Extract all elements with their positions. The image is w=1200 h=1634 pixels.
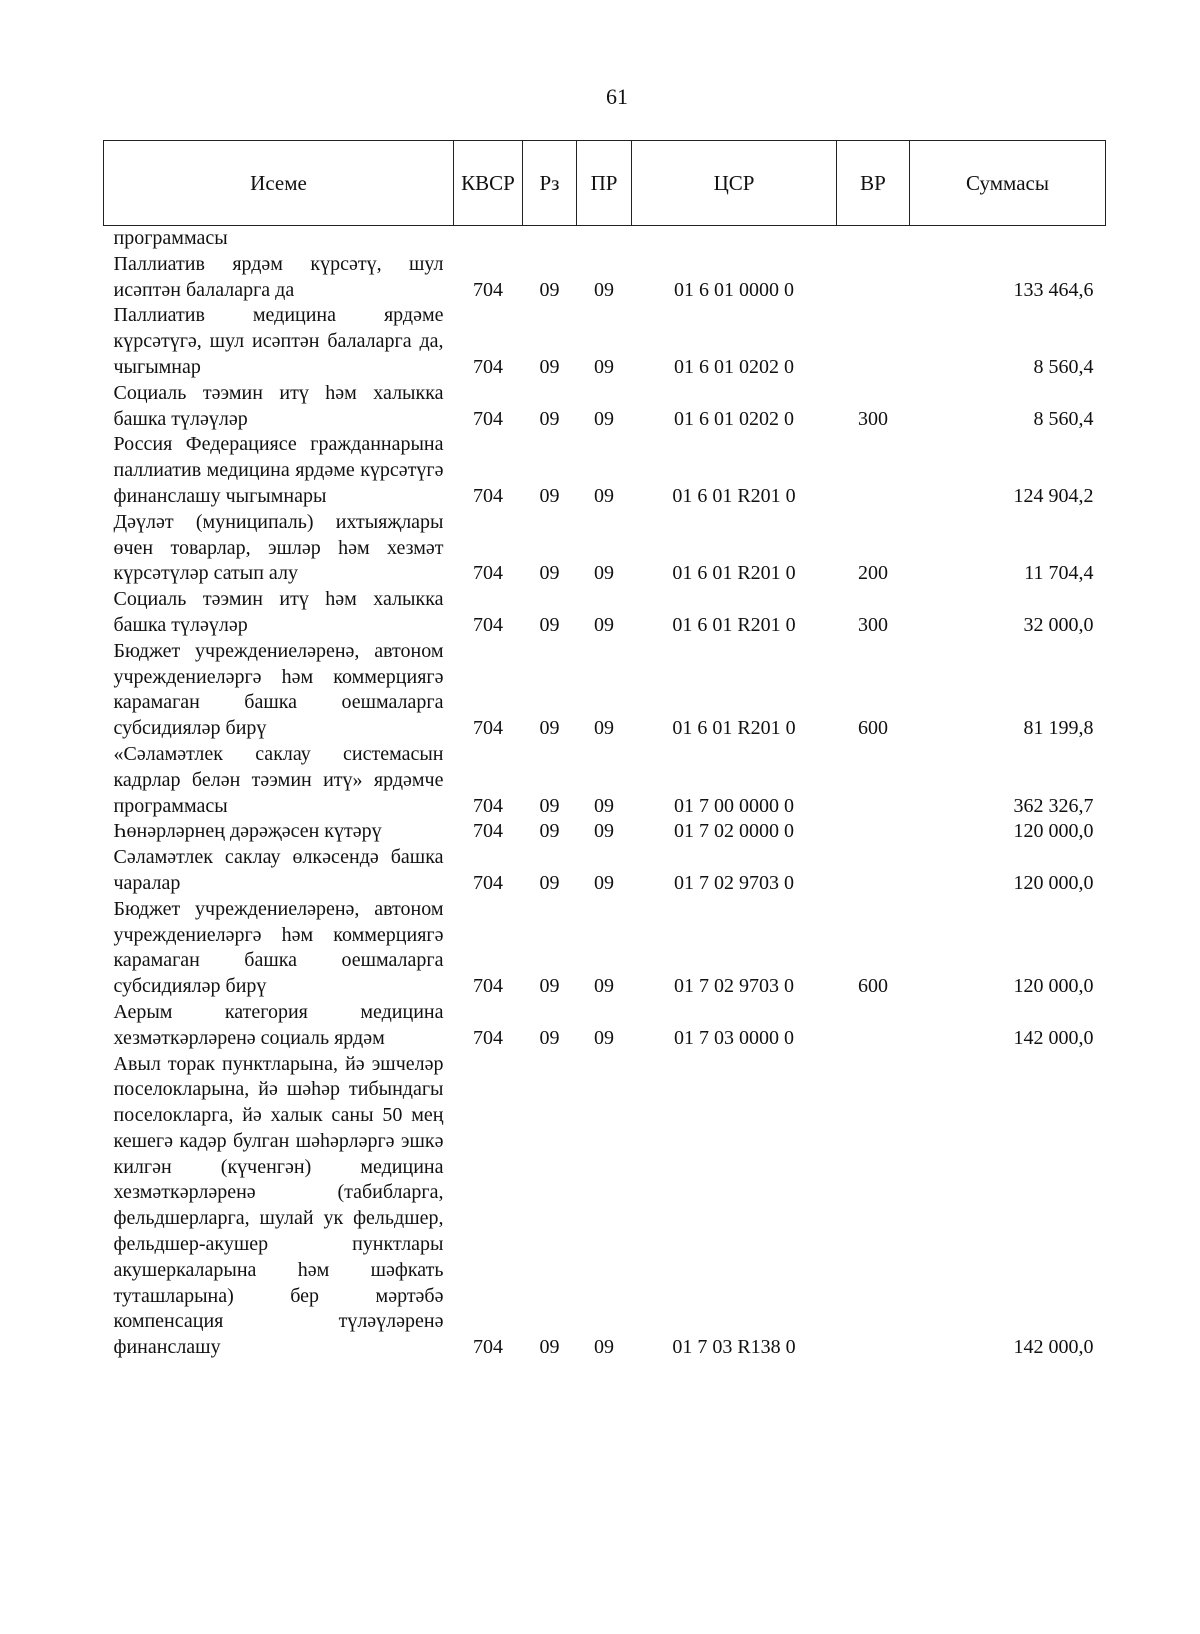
row-kvsr: 704 — [473, 613, 503, 636]
table-row — [104, 819, 1106, 845]
row-pr: 09 — [594, 484, 614, 507]
row-pr: 09 — [594, 717, 614, 740]
row-name: Бюджет учреждениеләренә, автоном учреждениеләргә һәм коммерциягә карамаган башка оешмаларга субсидияләр бирү — [113, 639, 444, 740]
row-name: «Сәламәтлек саклау системасын кадрлар белән тәэмин итү» ярдәмче программасы — [113, 742, 444, 817]
row-csr: 01 6 01 R201 0 — [672, 613, 796, 636]
row-csr: 01 6 01 R201 0 — [672, 484, 796, 507]
header-sum: Суммасы — [910, 141, 1106, 226]
row-csr: 01 7 02 9703 0 — [674, 871, 794, 894]
row-name: Паллиатив ярдәм күрсәтү, шул исәптән балаларга да — [113, 252, 444, 301]
row-name: Аерым категория медицина хезмәткәрләренә социаль ярдәм — [113, 1000, 444, 1049]
row-sum: 81 199,8 — [1023, 717, 1094, 740]
row-vr — [837, 845, 910, 897]
row-csr: 01 6 01 0202 0 — [674, 407, 794, 430]
row-rz: 09 — [539, 278, 560, 301]
table-row — [104, 432, 1106, 509]
row-rz: 09 — [539, 871, 560, 894]
row-rz: 09 — [539, 484, 560, 507]
row-sum: 8 560,4 — [1033, 355, 1094, 378]
row-kvsr: 704 — [473, 484, 503, 507]
row-sum: 120 000,0 — [1013, 975, 1094, 998]
header-pr: ПР — [577, 141, 632, 226]
row-sum: 124 904,2 — [1013, 484, 1094, 507]
row-rz: 09 — [539, 355, 560, 378]
row-csr: 01 7 02 9703 0 — [674, 975, 794, 998]
row-pr — [577, 226, 632, 252]
table-row — [104, 742, 1106, 819]
row-vr: 600 — [858, 975, 888, 998]
table-row — [104, 1000, 1106, 1052]
table-row — [104, 1052, 1106, 1362]
row-vr: 600 — [858, 717, 888, 740]
row-vr — [837, 303, 910, 380]
row-name: Социаль тәэмин итү һәм халыкка башка түләүләр — [113, 588, 444, 636]
row-pr: 09 — [594, 871, 614, 894]
row-kvsr: 704 — [473, 975, 503, 998]
row-rz: 09 — [539, 1026, 560, 1049]
row-name: Сәламәтлек саклау өлкәсендә башка чаралар — [113, 846, 444, 894]
row-pr: 09 — [594, 407, 614, 430]
row-name: Паллиатив медицина ярдәме күрсәтүгә, шул исәптән балаларга да, чыгымнар — [113, 304, 444, 378]
row-kvsr: 704 — [473, 1336, 503, 1359]
row-kvsr — [454, 226, 523, 252]
row-name: Бюджет учреждениеләренә, автоном учреждениеләргә һәм коммерциягә карамаган башка оешмаларга субсидияләр бирү — [113, 897, 444, 998]
row-pr: 09 — [594, 562, 614, 585]
row-vr — [837, 819, 910, 845]
row-pr: 09 — [594, 1026, 614, 1049]
row-sum: 142 000,0 — [1013, 1336, 1094, 1359]
row-sum: 120 000,0 — [1013, 871, 1094, 894]
row-vr: 300 — [858, 407, 888, 430]
row-pr: 09 — [594, 975, 614, 998]
row-vr: 300 — [858, 613, 888, 636]
header-vr: ВР — [837, 141, 910, 226]
row-rz: 09 — [539, 407, 560, 430]
row-kvsr: 704 — [473, 871, 503, 894]
row-kvsr: 704 — [473, 355, 503, 378]
row-name: Дәүләт (муниципаль) ихтыяҗлары өчен товарлар, эшләр һәм хезмәт күрсәтүләр сатып алу — [113, 510, 444, 585]
row-rz: 09 — [539, 562, 560, 585]
row-csr: 01 7 03 R138 0 — [672, 1336, 796, 1359]
row-rz: 09 — [539, 1336, 560, 1359]
row-name: Социаль тәэмин итү һәм халыкка башка түләүләр — [113, 381, 444, 430]
header-csr: ЦСР — [632, 141, 837, 226]
table-row — [104, 845, 1106, 897]
row-csr: 01 7 03 0000 0 — [674, 1026, 794, 1049]
row-kvsr: 704 — [473, 820, 503, 843]
row-name: Россия Федерациясе гражданнарына паллиатив медицина ярдәме күрсәтүгә финанслашу чыгымнары — [113, 433, 444, 507]
row-kvsr: 704 — [473, 717, 503, 740]
row-csr — [632, 226, 837, 252]
row-vr — [837, 1000, 910, 1052]
row-vr — [837, 1052, 910, 1362]
row-rz: 09 — [539, 717, 560, 740]
table-row — [104, 639, 1106, 742]
row-name: Авыл торак пунктларына, йә эшчеләр поселокларына, йә шәһәр тибындагы поселокларга, йә халык саны 50 мең кешегә кадәр булган шәһәрләргә эшкә килгән (күченгән) медицина хезмәткәрләренә (табибларга, фельдшерларга, шулай ук фельдшер, фельдшер-акушер пунктлары акушеркаларына һәм шәфкать туташларына) бер мәртәбә компенсация түләүләренә финанслашу — [113, 1052, 444, 1359]
table-header — [104, 141, 1106, 226]
row-csr: 01 6 01 0202 0 — [674, 355, 794, 378]
row-sum: 133 464,6 — [1013, 278, 1094, 301]
row-kvsr: 704 — [473, 794, 503, 817]
row-kvsr: 704 — [473, 407, 503, 430]
row-kvsr: 704 — [473, 278, 503, 301]
row-csr: 01 6 01 0000 0 — [674, 278, 794, 301]
row-pr: 09 — [594, 613, 614, 636]
table-row — [104, 381, 1106, 433]
header-kvsr: КВСР — [454, 141, 523, 226]
row-sum — [910, 226, 1106, 252]
row-rz: 09 — [539, 794, 560, 817]
table-row — [104, 897, 1106, 1000]
table-row — [104, 510, 1106, 587]
row-sum: 32 000,0 — [1023, 613, 1094, 636]
header-name: Исеме — [104, 141, 454, 226]
row-kvsr: 704 — [473, 562, 503, 585]
row-pr: 09 — [594, 794, 614, 817]
table-row — [104, 587, 1106, 639]
row-vr — [837, 252, 910, 304]
row-name: программасы — [113, 227, 228, 249]
row-sum: 11 704,4 — [1024, 562, 1094, 585]
row-rz: 09 — [539, 613, 560, 636]
budget-table — [103, 140, 1106, 1361]
row-sum: 120 000,0 — [1013, 820, 1094, 843]
table-row — [104, 252, 1106, 304]
row-sum: 142 000,0 — [1013, 1026, 1094, 1049]
row-vr — [837, 742, 910, 819]
row-pr: 09 — [594, 1336, 614, 1359]
row-pr: 09 — [594, 355, 614, 378]
row-vr: 200 — [858, 562, 888, 585]
row-csr: 01 7 00 0000 0 — [674, 794, 794, 817]
header-rz: Рз — [523, 141, 577, 226]
table-row — [104, 303, 1106, 380]
row-csr: 01 6 01 R201 0 — [672, 717, 796, 740]
row-vr — [837, 226, 910, 252]
row-kvsr: 704 — [473, 1026, 503, 1049]
row-rz: 09 — [539, 820, 560, 843]
row-pr: 09 — [594, 820, 614, 843]
page-number: 61 — [606, 84, 628, 109]
table-row — [104, 226, 1106, 252]
row-rz: 09 — [539, 975, 560, 998]
row-csr: 01 7 02 0000 0 — [674, 820, 794, 843]
row-rz — [523, 226, 577, 252]
row-sum: 8 560,4 — [1033, 407, 1094, 430]
table-body — [104, 226, 1106, 1362]
row-name: Һөнәрләрнең дәрәҗәсен күтәрү — [113, 820, 382, 843]
row-sum: 362 326,7 — [1013, 794, 1094, 817]
row-pr: 09 — [594, 278, 614, 301]
row-csr: 01 6 01 R201 0 — [672, 562, 796, 585]
row-vr — [837, 432, 910, 509]
